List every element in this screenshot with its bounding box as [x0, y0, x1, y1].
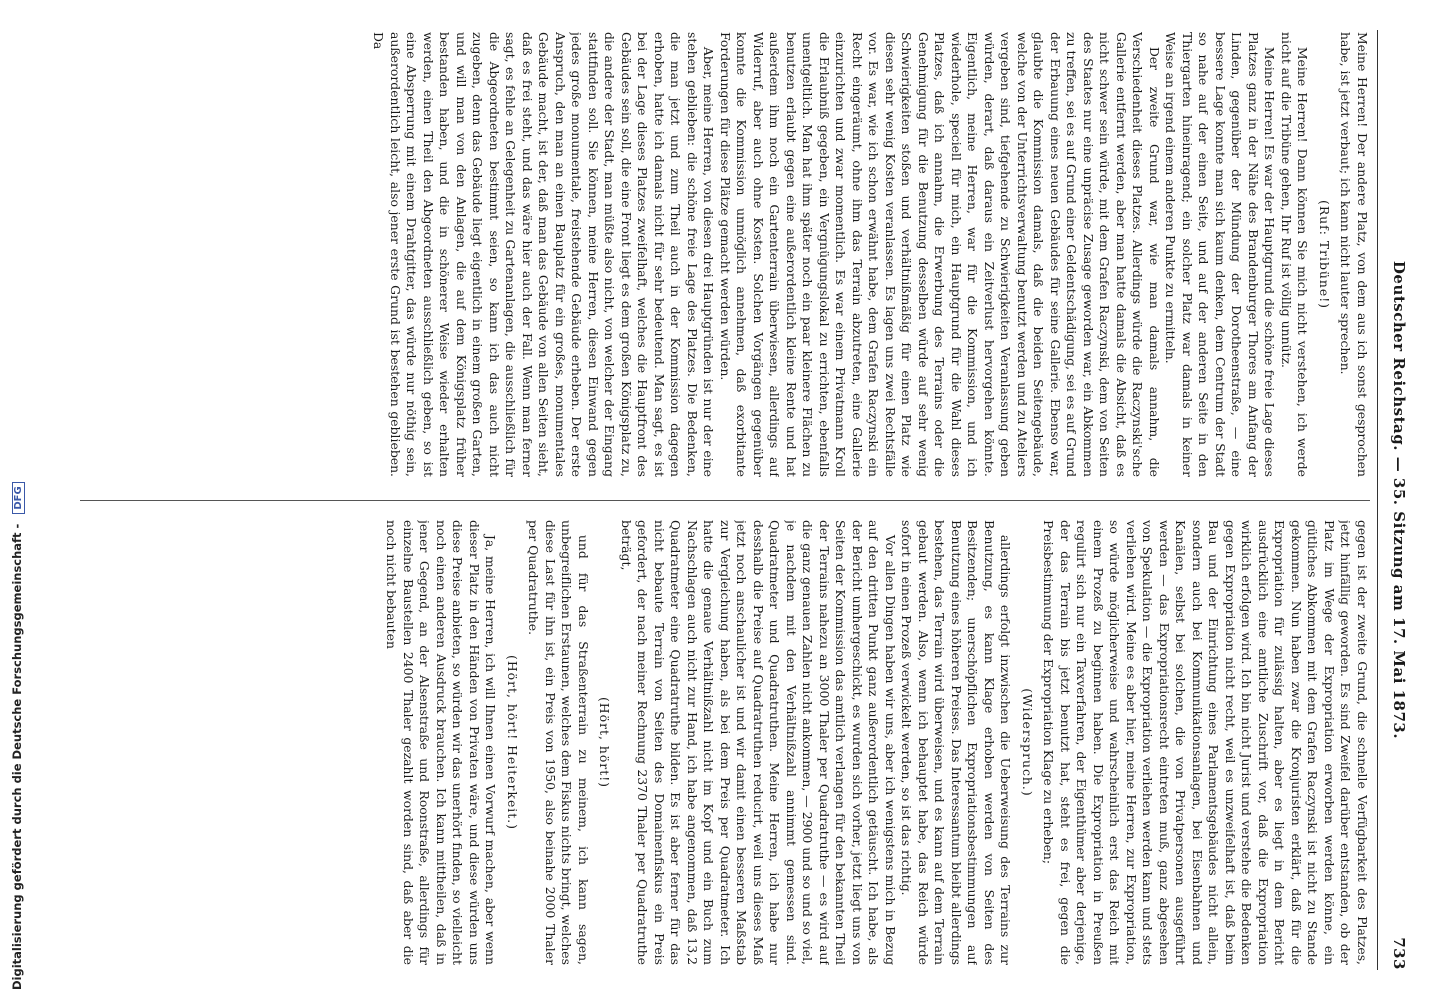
interjection: (Hört, hört! Heiterkeit.)	[505, 654, 520, 831]
digitization-credit-text	[10, 10, 30, 990]
rotated-page	[50, 0, 1420, 1000]
paragraph: Aber, meine Herren, von diesen drei Hauptgründen ist nur der eine stehen geblieben: die schöne freie Lage des Platzes. Die Bedenken, die man jetzt und zum Theil auch in der Kommission dagegen erhoben, hatte ich damals nicht für sehr bedeutend. Man sagt, es ist bei der Lage dieses Platzes zweifelhaft, welches die Hauptfront des Gebäudes sein soll, die eine Front liegt es dem großen Königsplatz zu, die andere der Stadt, man müßte also nicht, von welcher der Eingang stattfinden soll. Sie können, meine Herren, diesen Einwand gegen jedes große monumentale, freistehende Gebäude erheben. Der erste Anspruch, den man an einen Bauplatz für ein großes, monumentales Gebäude macht, ist der, daß man das Gebäude von allen Seiten sieht, daß es frei steht, und das wäre hier auch der Fall. Wenn man ferner sagt, es fehle an Gelegenheit zu Gartenanlagen, die ausschließlich für die Abgeordneten bestimmt seien, so kann ich das auch nicht zugeben, denn das Gebäude liegt eigentlich in einem großen Garten, und will man von den Anlagen, die auf dem Königsplatz früher bestanden haben, und die in schönerer Weise wieder erhalten werden, einen Theil den Abgeordneten ausschließlich geben, so ist eine Absperrung mit einem Drahtgitter, das würde nur nöthig sein, außerordentlich leicht, also jener erste Grund ist bestehen geblieben. Da	[371, 32, 717, 477]
column-divider	[80, 500, 1370, 501]
paragraph: und für das Straßenterrain zu meinem, ich kann sagen, unbegreiflichen Erstaunen, welches dem Fiskus nichts bringt, welches diese Last für ihn ist, ein Preis von 1950, also beinahe 2000 Thaler per Quadratruthe.	[526, 520, 591, 965]
paragraph: Meine Herren! Dann können Sie mich nicht verstehen, ich werde nicht auf die Tribüne gehen, Ihr Ruf ist völlig unnütz.	[1279, 32, 1311, 477]
interjection: (Ruf: Tribüne!)	[1317, 199, 1332, 310]
interjection: (Hört, hört!)	[597, 696, 613, 789]
credit-text: Digitalisierung gefördert durch die Deutsche Forschungsgemeinschaft -	[10, 523, 24, 990]
dfg-logo: DFG	[12, 482, 25, 513]
paragraph: allerdings erfolgt inzwischen die Ueberweisung des Terrains zur Benutzung, es kann Klage erhoben werden von Seiten des Besitzenden; unerschöpflichen Expropriationsbestimmungen auf Benutzung eines höheren Preises. Das Interessantum bleibt allerdings bestehen, das Terrain wird überweisen, und es kann auf dem Terrain gebaut werden. Also, wenn ich behauptet habe, das Reich würde sofort in einen Prozeß verwickelt werden, so ist das richtig.	[899, 520, 1014, 965]
page-header	[1382, 30, 1408, 970]
paragraph: Ja, meine Herren, ich will Ihnen einen Vorwurf machen, aber wenn dieser Platz in den Händen von Privaten wäre, und diese würden uns diese Preise anbieten, so würden wir das unerhört finden, so vielleicht noch einen anderen Ausdruck brauchen. Ich kann mittheilen, daß in jener Gegend, an der Alsenstraße und Roonstraße, allerdings für einzelne Baustellen 2400 Thaler gezahlt worden sind, daß aber die noch nicht bebauten	[384, 520, 499, 965]
left-column	[70, 32, 1370, 477]
digitization-credit	[0, 0, 44, 1000]
interjection: (Widerspruch.)	[1020, 688, 1035, 797]
paragraph: Meine Herren! Es war der Hauptgrund die schöne freie Lage dieses Platzes ganz in der Nähe des Brandenburger Thores am Anfang der Linden, gegenüber der Mündung der Dorotheenstraße, — eine bessere Lage konnte man sich kaum denken, dem Centrum der Stadt so nahe auf der einen Seite, und auf der anderen Seite in den Thiergarten hineinragend; ein solcher Platz war damals in keiner Weise an irgend einem anderen Punkte zu ermitteln.	[1163, 32, 1278, 477]
paragraph: Meine Herren! Der andere Platz, von dem aus ich sonst gesprochen habe, ist jetzt verbaut; ich kann nicht lauter sprechen.	[1338, 32, 1370, 477]
page-number: 733	[1390, 937, 1408, 970]
paragraph: Der zweite Grund war, wie man damals annahm, die Verschiedenheit dieses Platzes. Allerdings würde die Raczynski'sche Gallerie entfernt werden, aber man hatte damals die Absicht, daß es nicht schwer sein würde, mit dem Grafen Raczynski, dem von Seiten des Staates nur eine unpräcise Zusage geworden war, ein Abkommen zu treffen, sei es auf Grund einer Geldentschädigung, sei es auf Grund der Erbauung eines neuen Gebäudes für seine Gallerie. Ebenso war, glaubte die Kommission damals, daß die beiden Seitengebäude, welche von der Unterrichtsverwaltung benutzt werden und zu Ateliers vergeben sind, tiefgehende zu Schwierigkeiten Veranlassung geben würden, derart, daß daraus ein Zeitverlust hervorgehen könnte. Eigentlich, meine Herren, war für die Kommission, und ich wiederhole, speciell für mich, ein Hauptgrund für die Wahl dieses Platzes, daß ich annahm, die Erwerbung des Terrains oder die Genehmigung für die Benutzung desselben würde auf sehr wenig Schwierigkeiten stoßen und verhältnißmäßig für einen Platz wie diesen sehr wenig Kosten veranlassen. Es lagen uns zwei Rechtsfälle vor. Es war, wie ich schon erwähnt habe, dem Grafen Raczynski ein Recht eingeräumt, ohne ihm das Terrain abzutreten, eine Gallerie einzurichten und zwar momentlich. Es war einem Privatmann Kroll die Erlaubniß gegeben, ein Vergnügungslokal zu errichten, ebenfalls unentgeltlich. Man hat ihm später noch ein paar kleinere Flächen zu benutzen erlaubt gegen eine außerordentlich kleine Rente und hat außerdem ihm noch ein Gartenterrain überwiesen, allerdings auf Widerruf, aber auch ohne Kosten. Solchen Vorgängen gegenüber konnte die Kommission unmöglich annehmen, daß exorbitante Forderungen für diese Plätze gemacht werden würden.	[718, 32, 1162, 477]
paragraph: gegen ist der zweite Grund, die schnelle Verfügbarkeit des Platzes, jetzt hinfällig geworden. Es sind Zweifel darüber entstanden, ob der Platz im Wege der Expropriation erworben werden könne, ein gütliches Abkommen mit dem Grafen Raczynski ist nicht zu Stande gekommen. Nun haben zwar die Kronjuristen erklärt, daß für die Expropriation für zulässig halten, aber es liegt in dem Bericht ausdrücklich eine amtliche Zuschrift vor, daß die Expropriation wirklich erfolgen wird. Ich bin nicht Jurist und verstehe die Bedenken gegen Expropriation nicht recht, weil es unzweifelhaft ist, daß beim Bau und der Einrichtung eines Parlamentsgebäudes nicht allein, sondern auch bei Kommunikationsanlagen, bei Eisenbahnen und Kanälen, selbst bei solchen, die von Privatpersonen ausgeführt werden — das Expropriationsrecht eintreten muß, ganz abgesehen von Spekulation — die Expropriation verliehen werden kann und stets verliehen wird. Meine es aber hier, meine Herren, zur Expropriation, so würde möglicherweise und wahrscheinlich erst das Reich mit einem Prozeß zu beginnen haben. Die Expropriation in Preußen regulirt sich nur ein Taxverfahren, der Eigenthümer aber derjenige, der das Terrain bis jetzt benutzt hat, steht es frei, gegen die Preisbestimmung der Expropriation Klage zu erheben;	[1041, 520, 1370, 965]
page-title: Deutscher Reichstag. — 35. Sitzung am 17. Mai 1873.	[1390, 260, 1408, 740]
right-column	[70, 520, 1370, 965]
paragraph: Vor allen Dingen haben wir uns, aber ich wenigstens mich in Bezug auf den dritten Punkt ganz außerordentlich getäuscht. Ich habe, als der Bericht umhergeschickt, es wurden sich vorher, jetzt liegt uns von Seiten der Kommission das amtlich verlangen für den bekannten Theil der Terrains nahezu an 3000 Thaler per Quadratruthe — es wird auf die ganz genauen Zahlen nicht ankommen, — 2900 und so und so viel, je nachdem mit den Verhältnißzahl annimmt gemessen sind. Quadratmeter und Quadratruthen. Meine Herren, ich habe nur desshalb die Preise auf Quadratruthen reducirt, weil uns dieses Maß jetzt noch anschaulicher ist und wir damit einen besseren Maßstab zur Vergleichung haben, als bei dem Preis per Quadratmeter. Ich hatte die genaue Verhältnißzahl nicht im Kopf und ein Buch zum Nachschlagen auch nicht zur Hand, ich habe angenommen, daß 13,2 Quadratmeter eine Quadratruthe bilden. Es ist aber ferner für das nicht bebaute Terrain von Seiten des Domainenfiskus ein Preis gefordert, der nach meiner Rechnung 2370 Thaler per Quadratruthe beträgt,	[619, 520, 898, 965]
header-rule	[1377, 30, 1378, 970]
